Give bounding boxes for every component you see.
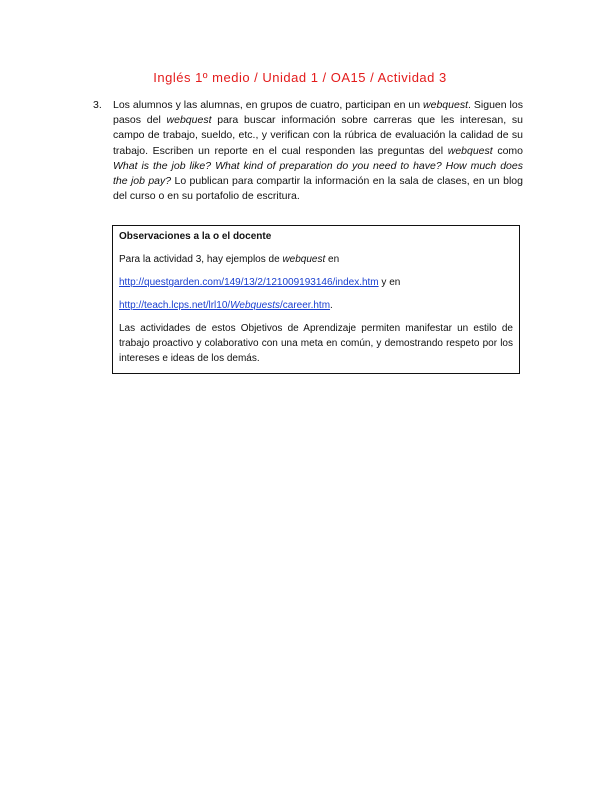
observations-link-line-1 bbox=[119, 275, 513, 290]
activity-item bbox=[93, 98, 523, 204]
page-title: Inglés 1º medio / Unidad 1 / OA15 / Actividad 3 bbox=[153, 70, 447, 85]
activity-paragraph bbox=[113, 98, 523, 204]
activity-text: . Siguen los pasos del bbox=[113, 99, 523, 127]
activity-text: Los alumnos y las alumnas, en grupos de cuatro, participan en un bbox=[113, 99, 424, 111]
activity-text: para buscar información sobre carreras que les interesan, su campo de trabajo, sueldo, etc., y verifican con la rúbrica de evaluación la calidad de su trabajo. Escriben un reporte en el cual responden las preguntas del bbox=[113, 114, 523, 157]
activity-questions: What is the job like? What kind of preparation do you need to have? How much does the job pay? bbox=[113, 159, 523, 188]
observations-intro bbox=[119, 252, 513, 267]
observations-emphasis: webquest bbox=[282, 254, 326, 265]
activity-text: Lo publican para compartir la información en la sala de clases, en un blog del curso o en su portafolio de escritura. bbox=[113, 175, 523, 203]
teacher-observations-box bbox=[112, 225, 520, 374]
observations-text: Para la actividad 3, hay ejemplos de bbox=[119, 254, 283, 265]
activity-emphasis: webquest bbox=[447, 144, 493, 157]
activity-emphasis: webquest bbox=[423, 99, 468, 111]
activity-number: 3. bbox=[93, 99, 102, 111]
observations-link-line-2 bbox=[119, 298, 513, 313]
link-part: http://teach.lcps.net/lrl10/ bbox=[119, 300, 231, 311]
observations-text: en bbox=[325, 254, 340, 265]
activity-text: como bbox=[492, 144, 524, 157]
activity-emphasis: webquest bbox=[166, 114, 212, 127]
link-part: /career.htm bbox=[280, 300, 331, 311]
link-part-emphasis: Webquests bbox=[230, 300, 281, 311]
observations-text: y en bbox=[378, 277, 401, 288]
observations-text: . bbox=[330, 300, 333, 311]
questgarden-link[interactable]: http://questgarden.com/149/13/2/121009193146/index.htm bbox=[119, 277, 379, 288]
teach-lcps-link[interactable] bbox=[119, 300, 330, 311]
observations-closing: Las actividades de estos Objetivos de Aprendizaje permiten manifestar un estilo de trabajo proactivo y colaborativo con una meta en común, y demostrando respeto por los intereses e ideas de los demás. bbox=[119, 323, 513, 364]
observations-title: Observaciones a la o el docente bbox=[119, 231, 272, 242]
